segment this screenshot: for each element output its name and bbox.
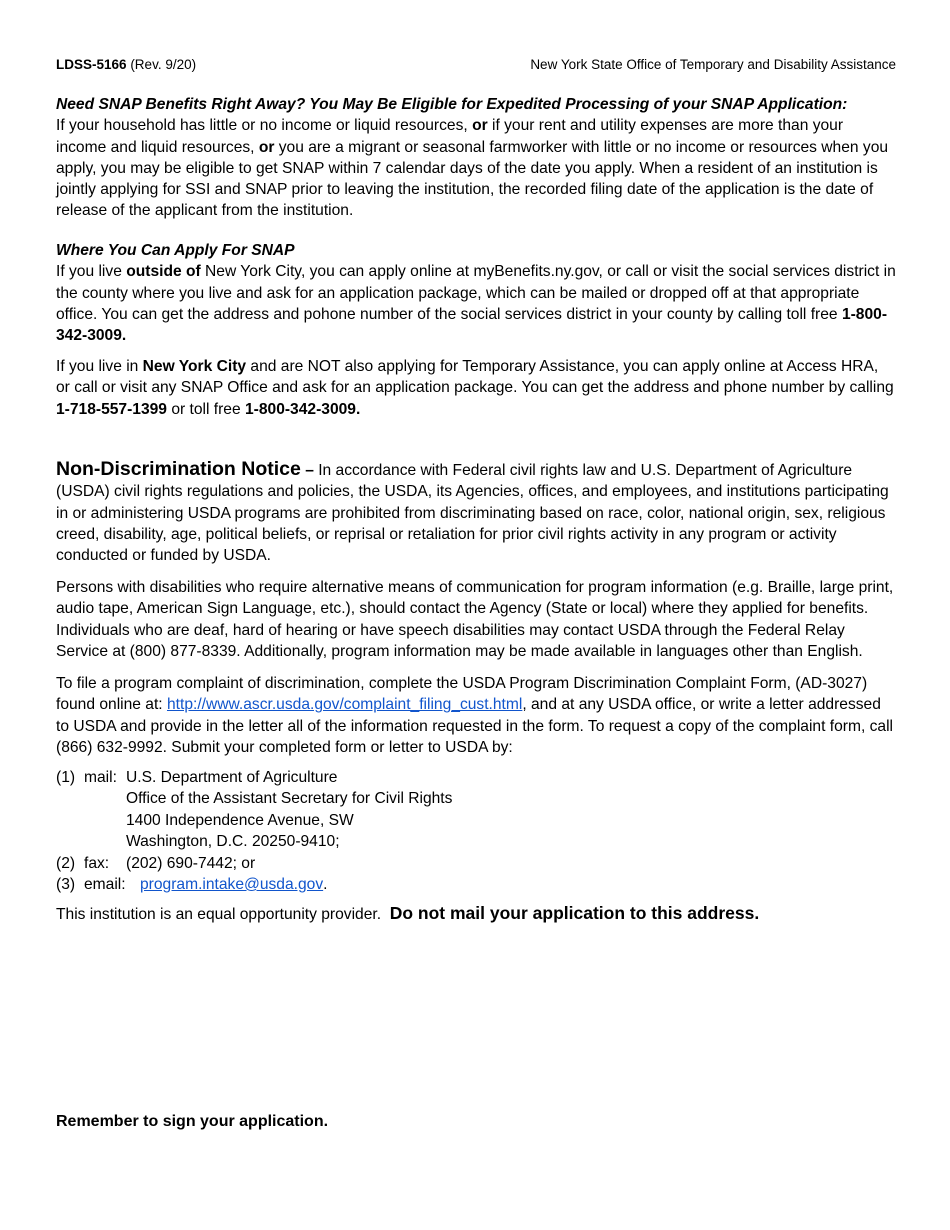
form-identifier [56,57,196,72]
mail-address-line-2: Office of the Assistant Secretary for Civil Rights [126,790,453,808]
equal-opportunity-line: This institution is an equal opportunity provider. Do not mail your application to this address. [56,903,760,923]
nondiscrimination-paragraph-1: Non-Discrimination Notice – In accordance with Federal civil rights law and U.S. Department of Agriculture (USDA) civil rights regulations and policies, the USDA, its Agencies, offices, and employees, and institutions participating in or administering USDA programs are prohibited from discriminating based on race, color, national origin, sex, religious creed, disability, age, political beliefs, or reprisal or retaliation for prior civil rights activity in any program or activity conducted or funded by USDA. [56,458,889,565]
mail-address-line-3: 1400 Independence Avenue, SW [126,811,354,829]
contact-list [56,767,452,895]
sign-reminder: Remember to sign your application. [56,1113,329,1130]
do-not-mail-warning: Do not mail your application to this address. [389,903,760,923]
where-title: Where You Can Apply For SNAP [56,242,295,259]
expedited-title: Need SNAP Benefits Right Away? You May Be Eligible for Expedited Processing of your SNAP Application: [56,96,848,113]
nondiscrimination-title: Non-Discrimination Notice [56,458,301,480]
agency-name: New York State Office of Temporary and Disability Assistance [530,57,896,72]
contact-email: (3) email: program.intake@usda.gov . [56,874,452,895]
complaint-form-link[interactable]: http://www.ascr.usda.gov/complaint_filing_cust.html [166,696,523,714]
page-header [56,57,896,72]
where-paragraph-outside-nyc: If you live outside of New York City, you can apply online at myBenefits.ny.gov, or call or visit the social services district in the county where you live and ask for an application package, which can be mailed or dropped off at that appropriate office. You can get the address and pohone number of the social services district in your county by calling toll free 1-800-342-3009. [56,263,896,345]
mail-address-line-4: Washington, D.C. 20250-9410; [126,833,340,851]
form-id: LDSS-5166 [56,57,127,72]
where-paragraph-nyc: If you live in New York City and are NOT also applying for Temporary Assistance, you can apply online at Access HRA, or call or visit any SNAP Office and ask for an application package. You can get the address and phone number by calling 1-718-557-1399 or toll free 1-800-342-3009. [56,358,894,418]
contact-mail: (1) mail: U.S. Department of Agriculture [56,769,338,786]
expedited-body: If your household has little or no income or liquid resources, or if your rent and utility expenses are more than your income and liquid resources, or you are a migrant or seasonal farmworker with little or no income or resources when you apply, you may be eligible to get SNAP within 7 calendar days of the date you apply. When a resident of an institution is jointly applying for SSI and SNAP prior to leaving the institution, the recorded filing date of the application is the date of release of the applicant from the institution. [56,117,889,220]
email-link[interactable]: program.intake@usda.gov [140,876,324,894]
nondiscrimination-paragraph-2: Persons with disabilities who require alternative means of communication for program information (e.g. Braille, large print, audio tape, American Sign Language, etc.), should contact the Agency (State or local) where they applied for benefits. Individuals who are deaf, hard of hearing or have speech disabilities may contact USDA through the Federal Relay Service at (800) 877-8339. Additionally, program information may be made available in languages other than English. [56,579,894,660]
expedited-section [56,94,896,222]
where-to-apply-section [56,240,896,346]
contact-fax: (2) fax: (202) 690-7442; or [56,854,256,872]
nondiscrimination-paragraph-3: To file a program complaint of discrimination, complete the USDA Program Discrimination Complaint Form, (AD-3027) found online at: http://www.ascr.usda.gov/complaint_filing_cust.html, and at any USDA office, or write a letter addressed to USDA and provide in the letter all of the information requested in the form. To request a copy of the complaint form, call (866) 632-9992. Submit your completed form or letter to USDA by: [56,675,894,756]
form-revision: (Rev. 9/20) [130,57,197,72]
